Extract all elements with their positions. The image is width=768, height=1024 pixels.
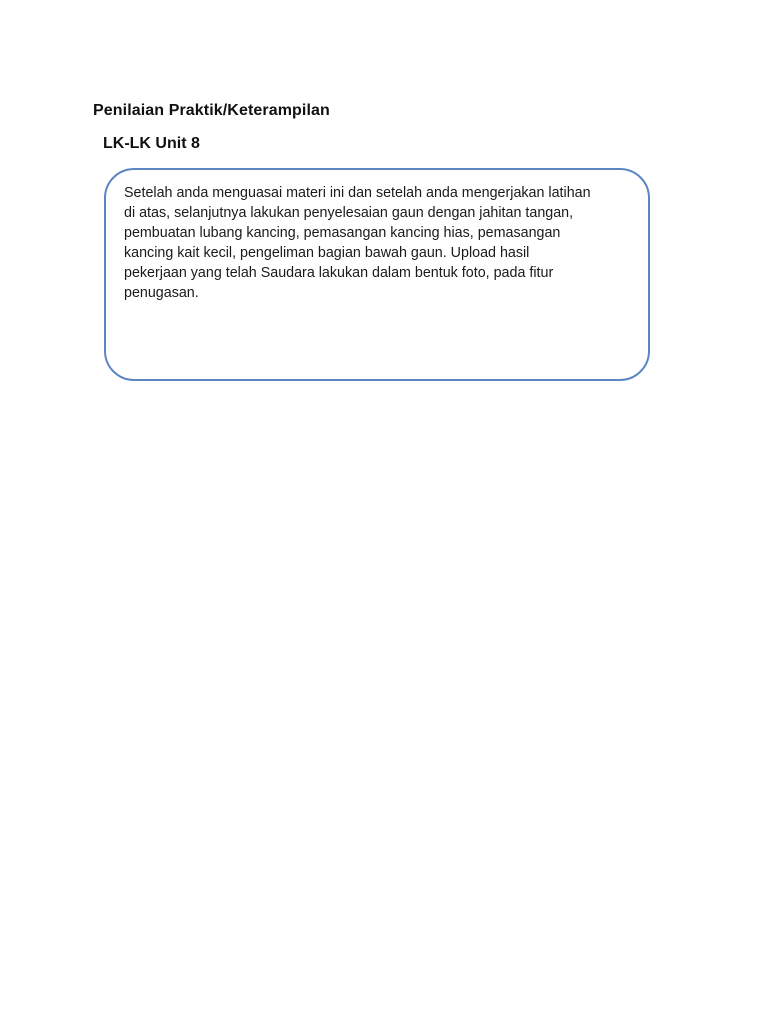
unit-subtitle: LK-LK Unit 8 (103, 135, 200, 152)
task-line: pekerjaan yang telah Saudara lakukan dalam bentuk foto, pada fitur (124, 265, 554, 281)
task-line: pembuatan lubang kancing, pemasangan kancing hias, pemasangan (124, 225, 561, 241)
task-instruction-box (104, 168, 650, 381)
task-line: di atas, selanjutnya lakukan penyelesaian gaun dengan jahitan tangan, (124, 205, 574, 221)
page-title: Penilaian Praktik/Keterampilan (93, 102, 330, 119)
task-line: Setelah anda menguasai materi ini dan setelah anda mengerjakan latihan (124, 185, 591, 201)
task-line: kancing kait kecil, pengeliman bagian bawah gaun. Upload hasil (124, 245, 530, 261)
task-line: penugasan. (124, 285, 199, 301)
task-instruction-text (124, 183, 630, 303)
